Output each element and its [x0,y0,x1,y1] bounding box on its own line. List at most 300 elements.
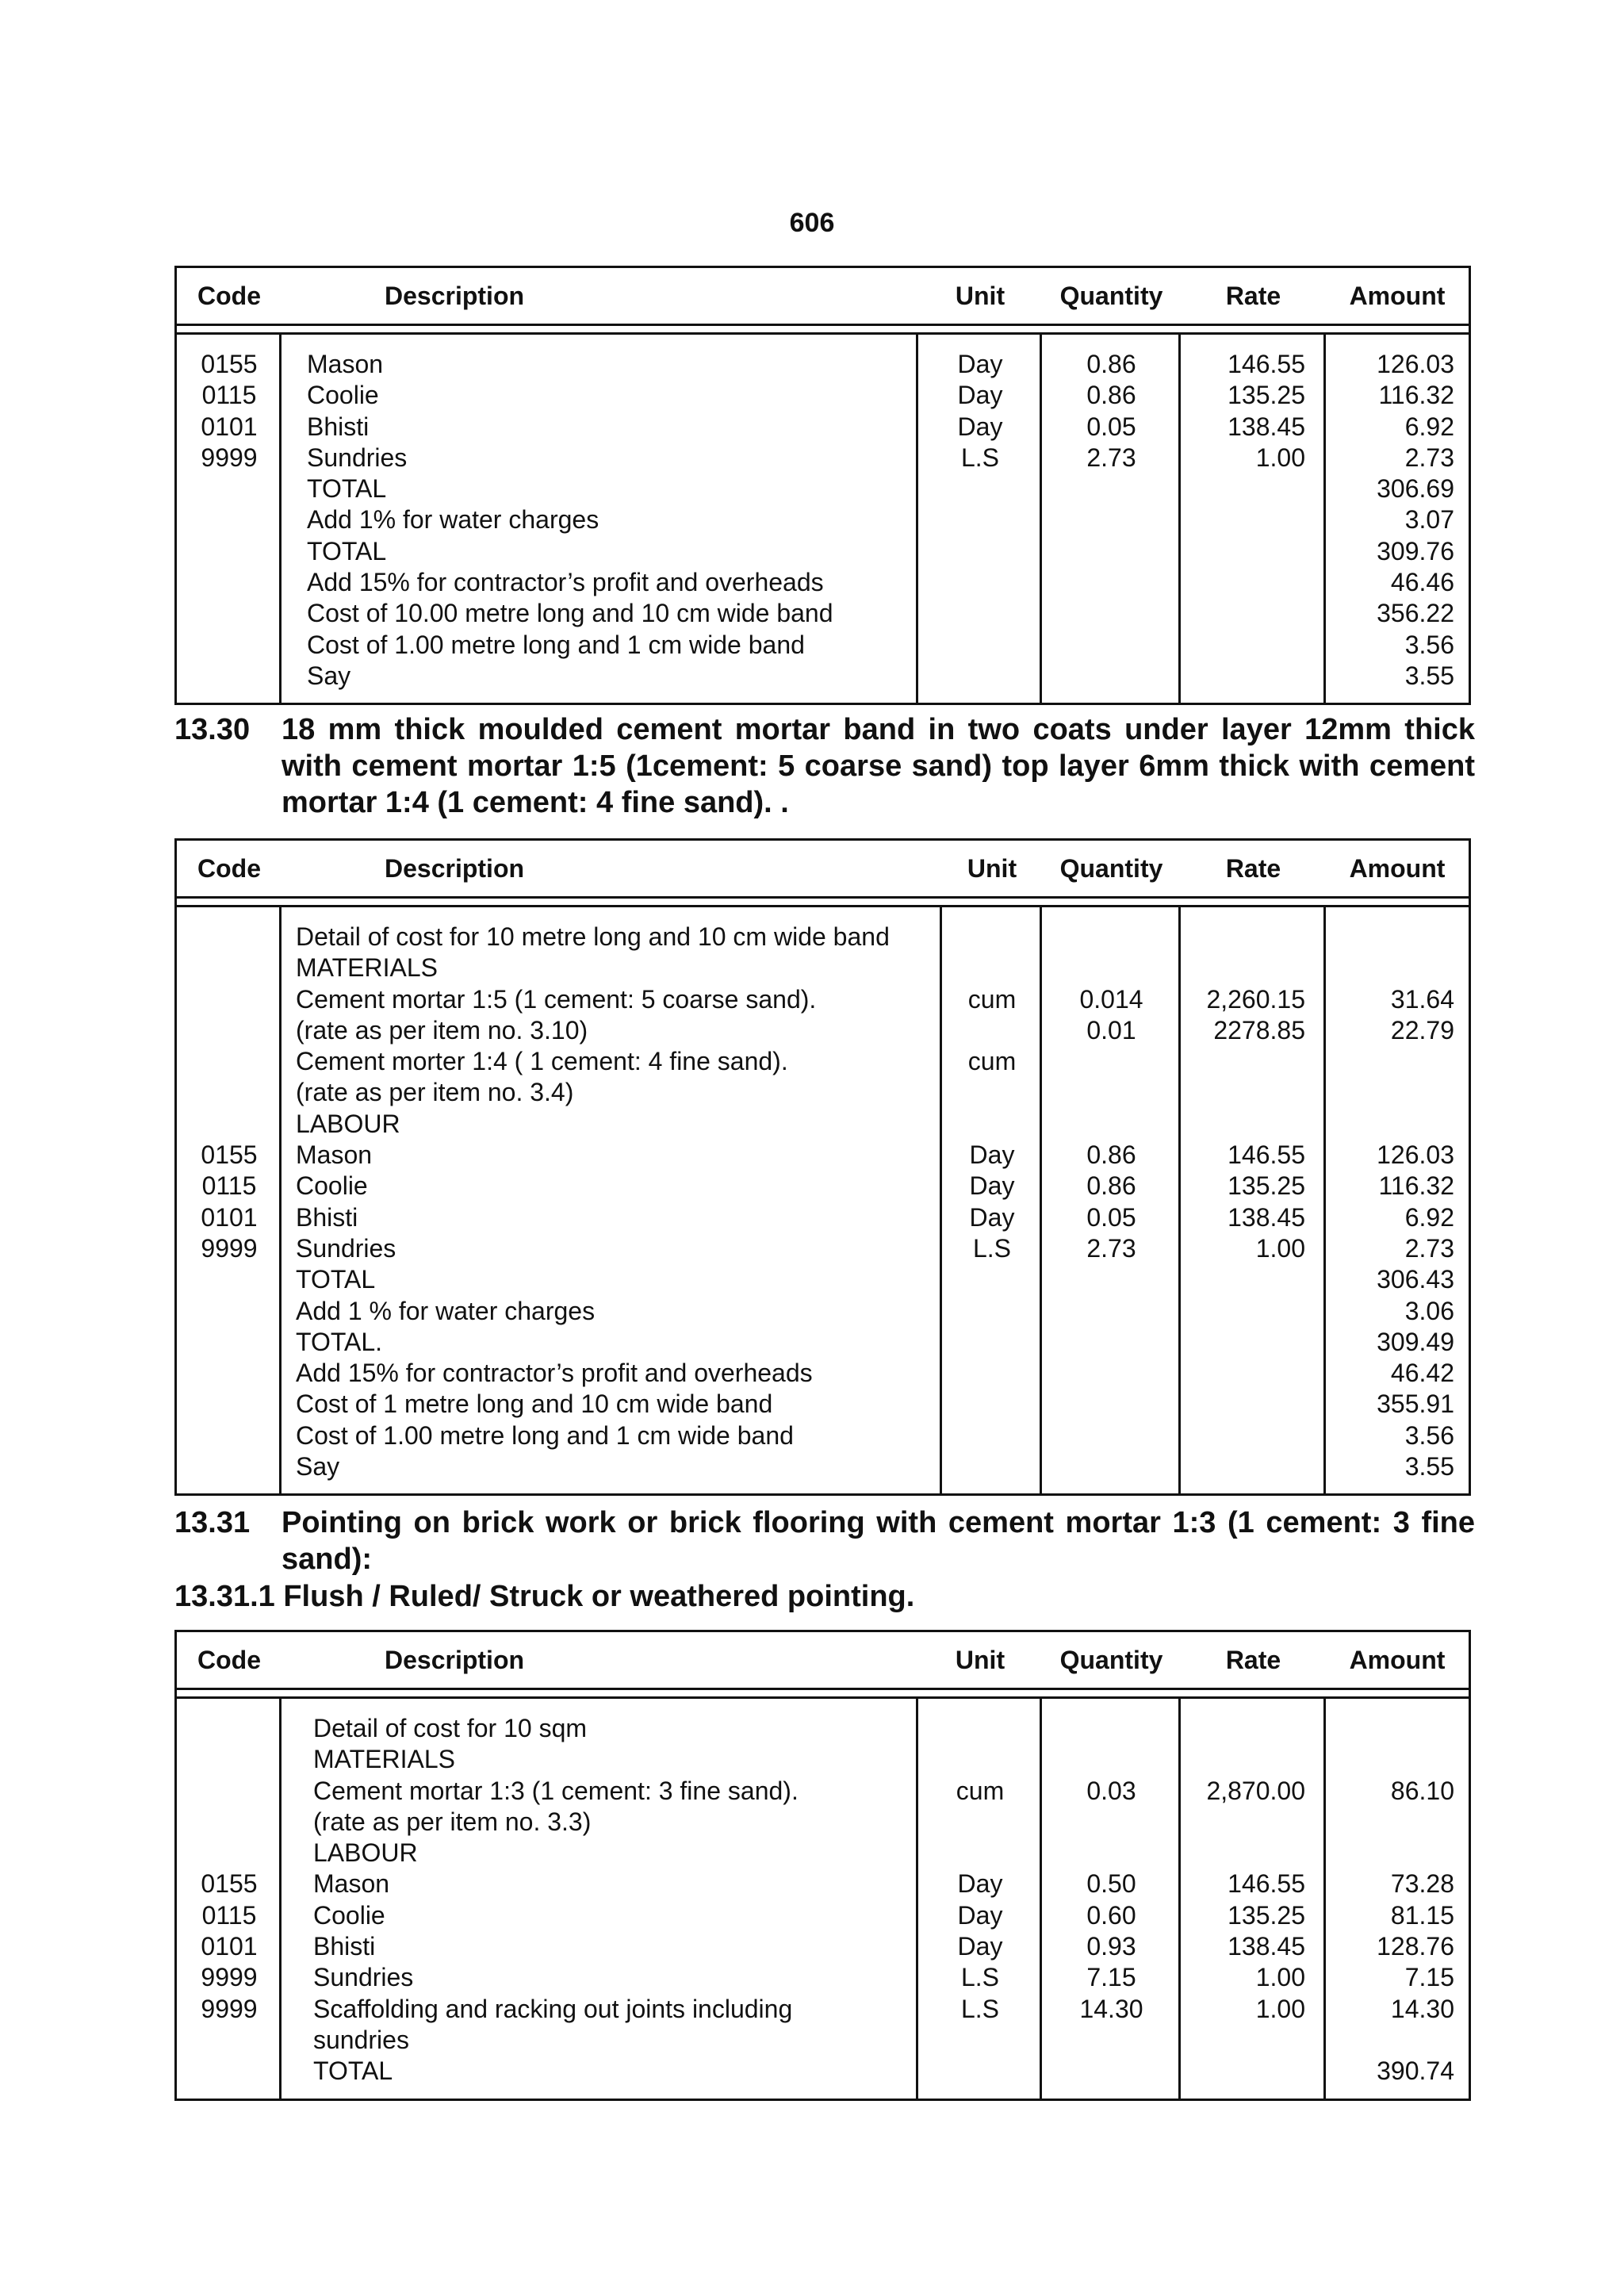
table-header [177,1632,1469,1690]
cell-rate [1181,1420,1326,1451]
cell-code [177,1264,282,1295]
cell-amount [1326,953,1469,983]
cell-description: Mason [296,1140,373,1170]
cell-unit [918,536,1042,567]
cell-code [177,661,282,692]
cell-unit [942,1264,1042,1295]
cell-code [177,1420,282,1451]
table-row [177,1713,1469,1744]
cell-description: Sundries [296,1233,396,1263]
table-row [177,922,1469,953]
cell-amount: 46.42 [1390,1359,1454,1388]
header-description: Description [385,281,525,310]
cell-quantity [1042,1046,1181,1077]
cell-unit: Day [969,1140,1015,1170]
cell-unit: Day [957,1900,1003,1930]
table-row [177,1077,1469,1108]
header-code: Code [197,853,261,883]
cell-code [177,567,282,598]
cost-table-13-30 [174,838,1471,1496]
cell-code [177,922,282,953]
table-header [177,841,1469,899]
cell-amount: 116.32 [1378,1171,1454,1201]
cell-rate: 146.55 [1228,1140,1305,1170]
cell-description: Sundries [307,443,408,472]
cell-rate [1181,1296,1326,1327]
cell-quantity: 2.73 [1086,443,1136,472]
cell-description: Cost of 1 metre long and 10 cm wide band [296,1389,773,1419]
cell-description: Add 15% for contractor’s profit and overheads [307,568,824,597]
cell-rate: 138.45 [1228,412,1305,441]
cell-amount: 126.03 [1377,1140,1454,1170]
cell-amount: 86.10 [1390,1776,1454,1805]
cell-unit [942,1389,1042,1420]
table-row [177,1994,1469,2025]
table-row [177,1838,1469,1869]
cell-code: 9999 [201,1233,258,1263]
header-rate: Rate [1225,853,1281,883]
header-amount: Amount [1349,1645,1446,1674]
table-row [177,349,1469,380]
cell-description: Cement mortar 1:3 (1 cement: 3 fine sand). [313,1776,799,1805]
cell-unit [918,2056,1042,2087]
table-row [177,412,1469,443]
cell-description: Cement mortar 1:5 (1 cement: 5 coarse sand). [296,984,817,1014]
table-row [177,1900,1469,1931]
cell-rate: 135.25 [1228,1900,1305,1930]
cell-rate: 2278.85 [1213,1015,1305,1045]
cell-rate: 1.00 [1255,1233,1305,1263]
cell-code [177,984,282,1015]
cell-amount: 309.76 [1377,536,1454,565]
cell-code: 0101 [201,1202,258,1232]
cell-code: 0101 [201,1932,258,1961]
cell-description: Add 1 % for water charges [296,1296,596,1325]
table-row [177,443,1469,473]
cell-code: 0101 [201,412,258,441]
table-row [177,1869,1469,1899]
cell-quantity: 0.50 [1086,1869,1136,1899]
cell-rate [1181,1807,1326,1838]
cell-unit [942,953,1042,983]
cell-rate [1181,1264,1326,1295]
cell-quantity: 0.05 [1086,1202,1136,1232]
cell-code [177,953,282,983]
cell-description: TOTAL [307,536,387,565]
table-row [177,1296,1469,1327]
cell-amount [1326,1109,1469,1140]
cell-description: Coolie [296,1171,368,1201]
cell-quantity [1042,661,1181,692]
cell-amount: 306.43 [1377,1265,1454,1294]
table-row [177,380,1469,411]
table-row [177,984,1469,1015]
cell-amount: 306.69 [1377,474,1454,504]
cell-amount: 3.07 [1404,505,1454,535]
table-row [177,661,1469,692]
cell-quantity: 0.01 [1086,1015,1136,1045]
cell-rate: 135.25 [1228,1171,1305,1201]
cell-quantity: 0.86 [1086,1171,1136,1201]
section-title: 18 mm thick moulded cement mortar band in two coats under layer 12mm thick with cement mortar 1:5 (1cement: 5 coarse sand) top layer 6mm thick with cement mortar 1:4 (1 cement: 4 fine sand). . [282,713,1475,819]
cell-unit [942,1451,1042,1482]
cell-description: (rate as per item no. 3.3) [313,1807,592,1836]
cell-unit [942,1109,1042,1140]
cell-quantity [1042,1296,1181,1327]
cell-description: Detail of cost for 10 metre long and 10 cm wide band [296,922,890,951]
cell-amount: 81.15 [1390,1900,1454,1930]
cell-code: 0155 [201,1140,258,1170]
table-row [177,1264,1469,1295]
cell-description: Mason [307,350,384,378]
cell-quantity [1042,1109,1181,1140]
cell-quantity [1042,598,1181,629]
cell-quantity: 14.30 [1079,1994,1143,2023]
cell-rate [1181,1389,1326,1420]
cell-rate [1181,922,1326,953]
cell-description: Cement morter 1:4 ( 1 cement: 4 fine sand). [296,1047,788,1076]
cell-unit [942,1327,1042,1358]
header-rate: Rate [1225,281,1281,310]
cell-unit [918,1744,1042,1775]
table-row [177,1233,1469,1264]
cell-quantity [1042,567,1181,598]
cell-unit [918,2025,1042,2056]
table-row [177,1171,1469,1202]
cell-code [177,1776,282,1807]
cell-amount [1326,1807,1469,1838]
cell-rate [1181,1046,1326,1077]
cell-quantity: 7.15 [1086,1963,1136,1992]
cell-unit [942,922,1042,953]
cell-rate: 135.25 [1228,381,1305,410]
header-amount: Amount [1349,281,1446,310]
section-number: 13.31 [174,1506,251,1539]
cell-amount: 126.03 [1377,350,1454,378]
cell-unit: Day [969,1171,1015,1201]
cell-amount: 22.79 [1390,1015,1454,1045]
cell-unit [918,1713,1042,1744]
cell-description: Scaffolding and racking out joints including [313,1994,793,2023]
cell-description: Cost of 1.00 metre long and 1 cm wide band [296,1420,794,1450]
cell-amount: 3.56 [1404,1420,1454,1450]
cell-quantity: 0.05 [1086,412,1136,441]
cell-rate [1181,1838,1326,1869]
cell-unit [942,1420,1042,1451]
cell-code [177,1807,282,1838]
cell-rate [1181,630,1326,661]
table-row [177,1015,1469,1046]
section-heading-13-31-1: 13.31.1 Flush / Ruled/ Struck or weathered pointing. [174,1580,915,1613]
cell-description: Add 1% for water charges [307,505,599,535]
cell-amount: 7.15 [1404,1963,1454,1992]
cost-table-13-31-1 [174,1630,1471,2101]
cell-description: MATERIALS [313,1745,455,1774]
cell-unit: L.S [960,443,1000,472]
cell-amount [1326,1046,1469,1077]
cell-quantity: 0.60 [1086,1900,1136,1930]
cell-code [177,1015,282,1046]
cell-description: TOTAL. [296,1327,383,1356]
cell-quantity: 2.73 [1086,1233,1136,1263]
cell-code [177,630,282,661]
cell-unit: cum [967,1047,1017,1076]
cell-rate: 2,870.00 [1206,1776,1305,1805]
cell-description: (rate as per item no. 3.4) [296,1078,574,1107]
cell-description: Coolie [307,381,379,410]
cell-rate [1181,1077,1326,1108]
cell-amount: 309.49 [1377,1327,1454,1356]
cell-code [177,1296,282,1327]
cell-code [177,1744,282,1775]
cell-quantity [1042,2025,1181,2056]
cell-amount [1326,2025,1469,2056]
cell-rate: 1.00 [1255,1963,1305,1992]
cell-amount: 2.73 [1404,1233,1454,1263]
cell-unit: Day [969,1202,1015,1232]
cell-code [177,1077,282,1108]
cell-quantity: 0.86 [1086,350,1136,378]
cell-amount: 73.28 [1390,1869,1454,1899]
table-row [177,473,1469,504]
cell-description: Say [296,1452,340,1481]
cell-description: Coolie [313,1900,385,1930]
cell-rate [1181,661,1326,692]
cell-description: Sundries [313,1963,414,1992]
cell-unit: Day [957,381,1003,410]
cell-amount [1326,1713,1469,1744]
cell-code: 0155 [201,1869,258,1899]
cell-quantity: 0.03 [1086,1776,1136,1805]
cell-description: (rate as per item no. 3.10) [296,1015,588,1045]
cell-amount [1326,922,1469,953]
cell-amount: 356.22 [1377,599,1454,628]
table-row [177,1202,1469,1233]
table-row [177,1451,1469,1482]
cell-quantity [1042,536,1181,567]
cell-amount: 6.92 [1404,1202,1454,1232]
cell-amount: 3.55 [1404,1452,1454,1481]
cell-unit [918,661,1042,692]
section-heading-13-30 [174,711,1475,821]
cell-code: 9999 [201,1963,258,1992]
cell-amount [1326,1744,1469,1775]
cell-quantity [1042,2056,1181,2087]
table-row [177,1140,1469,1171]
cell-rate [1181,567,1326,598]
table-row [177,2025,1469,2056]
cost-table-13-29 [174,266,1471,705]
cell-unit [918,598,1042,629]
cell-code [177,1451,282,1482]
header-unit: Unit [967,853,1017,883]
cell-unit [942,1015,1042,1046]
cell-code: 0115 [201,1171,257,1201]
cell-unit [918,1838,1042,1869]
cell-rate [1181,1744,1326,1775]
cell-quantity [1042,630,1181,661]
cell-quantity: 0.014 [1079,984,1143,1014]
cell-amount: 2.73 [1404,443,1454,472]
cell-code [177,536,282,567]
cell-amount [1326,1838,1469,1869]
cell-unit [918,473,1042,504]
header-description: Description [385,1645,525,1674]
cell-quantity [1042,1358,1181,1389]
cell-unit [942,1358,1042,1389]
cell-quantity [1042,1713,1181,1744]
cell-description: TOTAL [313,2056,393,2086]
cell-unit [918,630,1042,661]
cell-unit: cum [967,984,1017,1014]
cell-quantity: 0.86 [1086,1140,1136,1170]
cell-rate [1181,1109,1326,1140]
cell-unit: Day [957,350,1003,378]
cell-rate [1181,1451,1326,1482]
table-row [177,1776,1469,1807]
table-row [177,1420,1469,1451]
cell-unit [942,1077,1042,1108]
section-number: 13.30 [174,713,251,746]
header-rate: Rate [1225,1645,1281,1674]
cell-description: Cost of 1.00 metre long and 1 cm wide band [307,630,805,659]
cell-unit: Day [957,412,1003,441]
cell-quantity [1042,504,1181,535]
cell-amount [1326,1077,1469,1108]
table-row [177,598,1469,629]
cell-code: 0115 [201,1900,257,1930]
cell-rate [1181,504,1326,535]
cell-quantity [1042,1389,1181,1420]
header-code: Code [197,1645,261,1674]
cell-code [177,1327,282,1358]
cell-code: 9999 [201,443,258,472]
cell-rate [1181,2025,1326,2056]
header-amount: Amount [1349,853,1446,883]
cell-code [177,598,282,629]
cell-quantity [1042,1077,1181,1108]
cell-description: TOTAL [307,474,387,504]
table-body [177,335,1469,703]
cell-code [177,1046,282,1077]
cell-code [177,2025,282,2056]
cell-quantity: 0.86 [1086,381,1136,410]
cell-unit: Day [957,1932,1003,1961]
cell-code [177,504,282,535]
cell-unit: L.S [960,1963,1000,1992]
table-row [177,504,1469,535]
table-row [177,1807,1469,1838]
table-row [177,630,1469,661]
section-heading-13-31 [174,1504,1475,1577]
header-code: Code [197,281,261,310]
cell-code [177,1109,282,1140]
cell-description: Bhisti [296,1202,358,1232]
cell-amount: 390.74 [1377,2056,1454,2086]
cell-description: Add 15% for contractor’s profit and overheads [296,1359,813,1388]
cell-description: LABOUR [296,1109,400,1138]
header-quantity: Quantity [1059,853,1163,883]
table-row [177,1389,1469,1420]
cell-quantity [1042,1451,1181,1482]
cell-code: 9999 [201,1994,258,2023]
table-row [177,1109,1469,1140]
cell-quantity [1042,1838,1181,1869]
table-row [177,1327,1469,1358]
table-body [177,1699,1469,2099]
cell-rate: 146.55 [1228,1869,1305,1899]
table-row [177,953,1469,983]
cell-unit: L.S [972,1233,1012,1263]
cell-unit: cum [956,1776,1005,1805]
cell-quantity [1042,1264,1181,1295]
cell-code [177,1713,282,1744]
cell-amount: 31.64 [1390,984,1454,1014]
cell-code [177,2056,282,2087]
cell-amount: 3.55 [1404,661,1454,690]
cell-rate [1181,536,1326,567]
header-unit: Unit [955,281,1005,310]
table-row [177,1931,1469,1962]
cell-amount: 3.56 [1404,630,1454,659]
cell-unit [918,567,1042,598]
cell-description: TOTAL [296,1265,376,1294]
cell-amount: 116.32 [1378,381,1454,410]
table-row [177,1962,1469,1993]
cell-description: Say [307,661,351,690]
cell-description: Mason [313,1869,390,1899]
cell-amount: 46.46 [1390,568,1454,597]
table-row [177,1744,1469,1775]
cell-rate: 1.00 [1255,443,1305,472]
header-quantity: Quantity [1059,281,1163,310]
cell-rate: 138.45 [1228,1932,1305,1961]
cell-quantity [1042,473,1181,504]
cell-rate [1181,2056,1326,2087]
cell-description: LABOUR [313,1838,418,1868]
cell-rate: 146.55 [1228,350,1305,378]
cell-quantity [1042,953,1181,983]
cell-rate: 138.45 [1228,1202,1305,1232]
cell-code: 0155 [201,350,258,378]
cell-rate: 1.00 [1255,1994,1305,2023]
cell-amount: 128.76 [1377,1932,1454,1961]
cell-amount: 355.91 [1377,1389,1454,1419]
cell-unit [918,504,1042,535]
cell-amount: 3.06 [1404,1296,1454,1325]
cell-code [177,473,282,504]
table-row [177,1358,1469,1389]
cell-rate [1181,1358,1326,1389]
cell-description: Bhisti [307,412,370,441]
cell-rate [1181,473,1326,504]
cell-rate [1181,1713,1326,1744]
cell-code [177,1358,282,1389]
page-number: 606 [789,208,835,238]
cell-code: 0115 [201,381,257,410]
table-header [177,268,1469,326]
cell-rate [1181,1327,1326,1358]
header-quantity: Quantity [1059,1645,1163,1674]
cell-description: MATERIALS [296,953,438,983]
table-body [177,907,1469,1493]
header-description: Description [385,853,525,883]
cell-description: Detail of cost for 10 sqm [313,1714,588,1742]
header-unit: Unit [955,1645,1005,1674]
cell-quantity [1042,922,1181,953]
cell-amount: 6.92 [1404,412,1454,441]
cell-code [177,1389,282,1420]
